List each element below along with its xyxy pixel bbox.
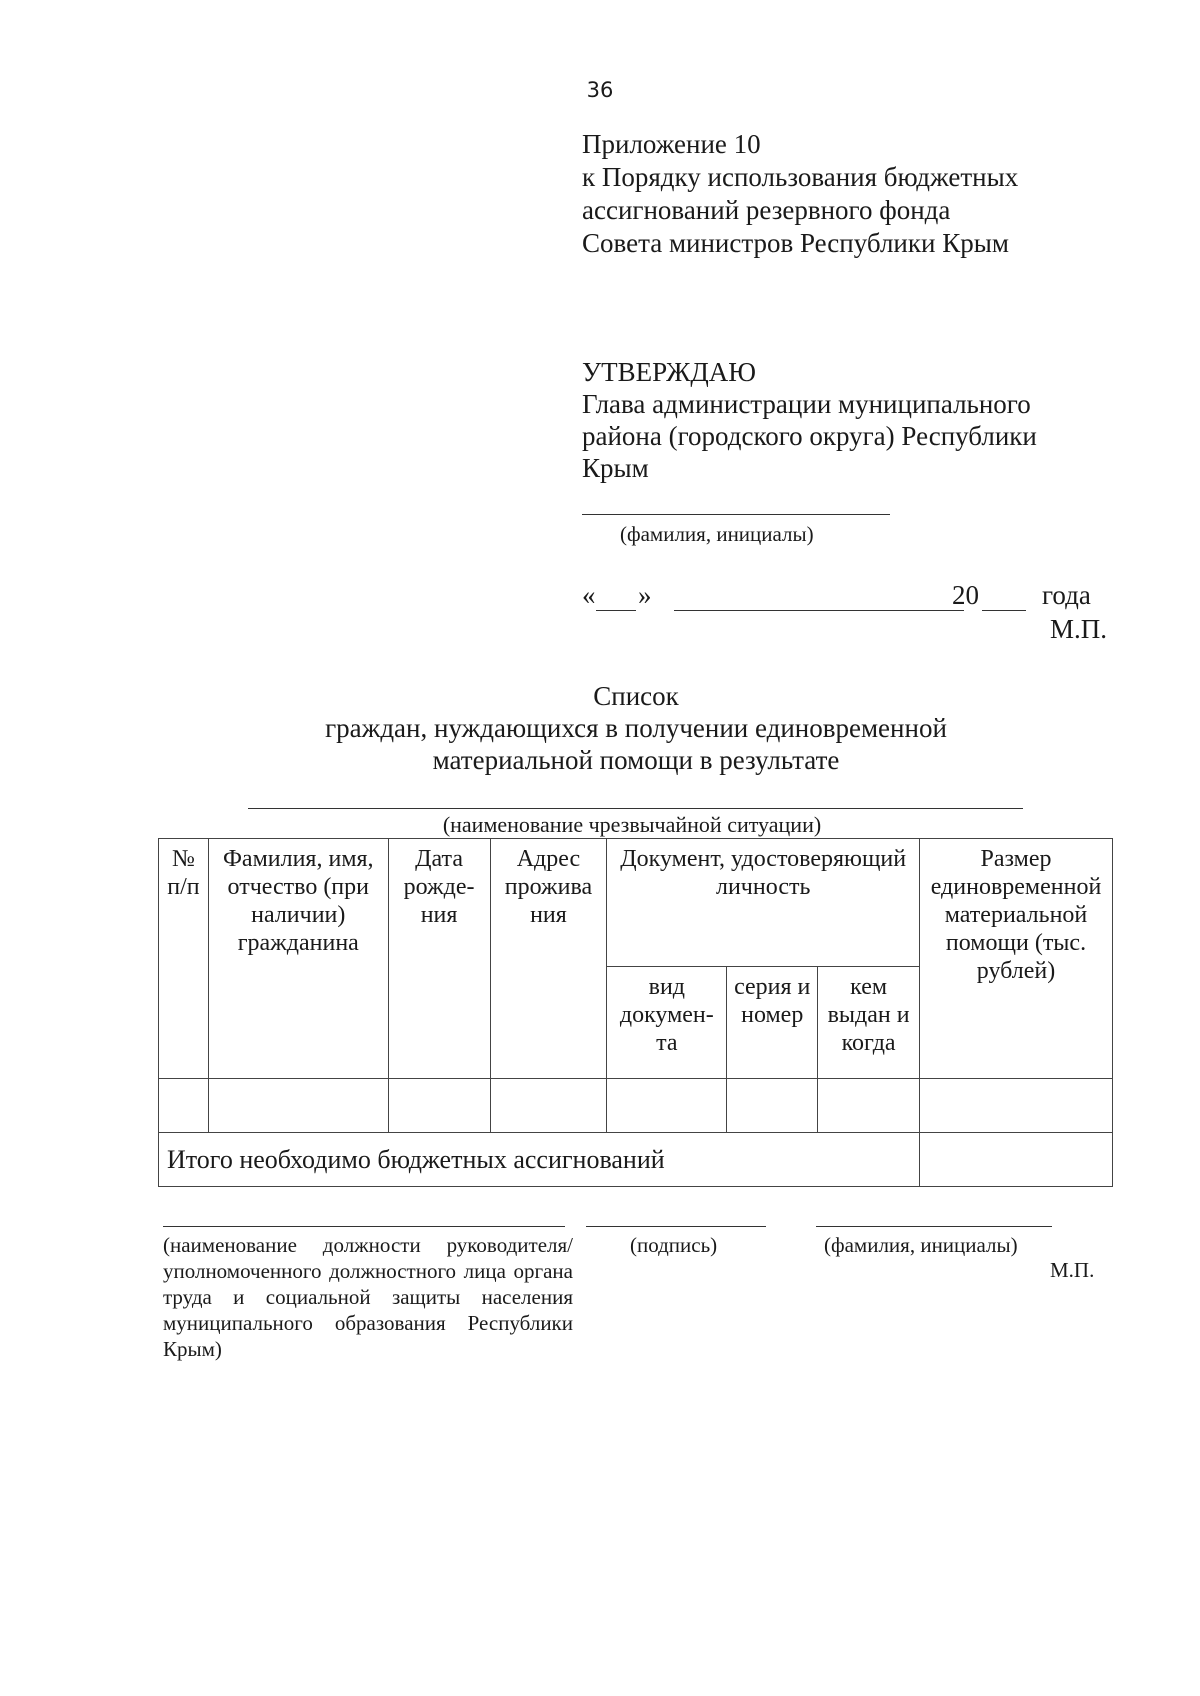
- name-blank-line: [816, 1226, 1052, 1227]
- appendix-line: Приложение 10: [582, 129, 761, 159]
- header-num: № п/п: [159, 839, 209, 1079]
- year-blank-line: [982, 610, 1026, 611]
- cell: [208, 1079, 388, 1133]
- approval-line: Глава администрации муниципального: [582, 389, 1031, 419]
- cell: [490, 1079, 607, 1133]
- header-doc-issued: кем выдан и когда: [818, 967, 920, 1079]
- cell: [920, 1079, 1113, 1133]
- header-doc-series: серия и номер: [727, 967, 818, 1079]
- signature-blank-line: [586, 1226, 766, 1227]
- header-amount: Размер единовременной материальной помощи (тыс. рублей): [920, 839, 1113, 1079]
- header-address: Адрес прожива ния: [490, 839, 607, 1079]
- title-line: Список: [593, 681, 679, 711]
- page-number: 36: [586, 78, 614, 102]
- approval-heading: УТВЕРЖДАЮ: [582, 357, 757, 387]
- date-open-quote: «: [582, 580, 596, 610]
- header-document: Документ, удостоверяющий личность: [607, 839, 920, 967]
- title-line: материальной помощи в результате: [432, 745, 840, 775]
- emergency-blank-line: [248, 808, 1023, 809]
- emergency-caption: (наименование чрезвычайной ситуации): [442, 812, 822, 837]
- month-blank-line: [674, 610, 964, 611]
- header-name: Фамилия, имя, отчество (при наличии) гражданина: [208, 839, 388, 1079]
- position-caption: (наименование должности руководителя/уполномоченного должностного лица органа труда и социальной защиты населения муниципального образования Республики Крым): [163, 1233, 573, 1361]
- table-row: [159, 1079, 1113, 1133]
- header-birth: Дата рожде-ния: [388, 839, 490, 1079]
- cell: [727, 1079, 818, 1133]
- appendix-line: ассигнований резервного фонда: [582, 195, 951, 225]
- cell: [607, 1079, 727, 1133]
- header-doc-type: вид докумен-та: [607, 967, 727, 1079]
- date-close-quote: »: [638, 580, 652, 610]
- year-suffix: года: [1042, 580, 1091, 610]
- approver-signature-line: [582, 514, 890, 515]
- document-title: [0, 680, 1200, 776]
- year-prefix: 20: [952, 580, 979, 610]
- appendix-block: [582, 128, 1018, 260]
- total-row: [159, 1133, 1113, 1187]
- signature-caption: (подпись): [630, 1233, 718, 1257]
- title-line: граждан, нуждающихся в получении единовременной: [325, 713, 947, 743]
- cell: [818, 1079, 920, 1133]
- approver-name-caption: (фамилия, инициалы): [620, 522, 814, 546]
- approval-seal-mark: М.П.: [1050, 614, 1108, 644]
- approval-line: Крым: [582, 453, 649, 483]
- total-amount-cell: [920, 1133, 1113, 1187]
- approval-block: [582, 356, 1037, 484]
- citizens-table: [158, 838, 1113, 1187]
- approval-line: района (городского округа) Республики: [582, 421, 1037, 451]
- approval-date: [582, 580, 1110, 614]
- day-blank-line: [596, 610, 636, 611]
- footer-seal-mark: М.П.: [1050, 1258, 1095, 1282]
- cell: [159, 1079, 209, 1133]
- appendix-line: к Порядку использования бюджетных: [582, 162, 1019, 192]
- total-label: Итого необходимо бюджетных ассигнований: [159, 1133, 920, 1187]
- appendix-line: Совета министров Республики Крым: [582, 228, 1009, 258]
- position-blank-line: [163, 1226, 565, 1227]
- cell: [388, 1079, 490, 1133]
- signer-name-caption: (фамилия, инициалы): [824, 1233, 1018, 1257]
